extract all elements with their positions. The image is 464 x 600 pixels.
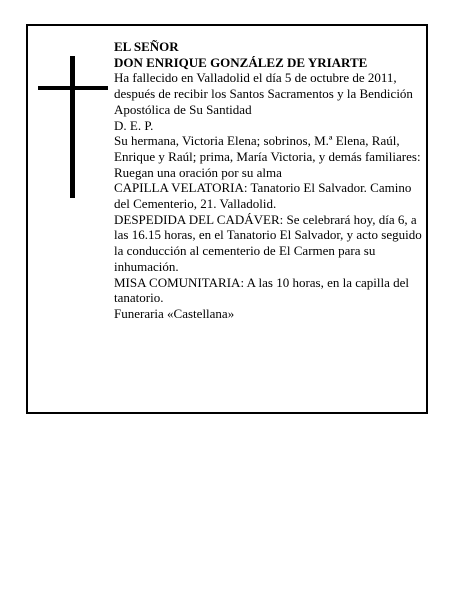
prayer-request: Ruegan una oración por su alma — [114, 164, 282, 180]
obituary-text — [114, 39, 426, 322]
dep-abbreviation: D. E. P. — [114, 117, 154, 133]
cross-icon — [70, 56, 75, 198]
cross-icon-bar — [38, 86, 108, 90]
farewell-info: DESPEDIDA DEL CADÁVER: Se celebrará hoy, día 6, a las 16.15 horas, en el Tanatorio El Salvador, y acto seguido la conducción al cementerio de El Carmen para su inhumación. — [114, 211, 422, 274]
obituary-frame — [26, 24, 428, 414]
mass-info: MISA COMUNITARIA: A las 10 horas, en la capilla del tanatorio. — [114, 274, 410, 306]
obituary-title: EL SEÑOR — [114, 39, 179, 54]
chapel-info: CAPILLA VELATORIA: Tanatorio El Salvador. Camino del Cementerio, 21. Valladolid. — [114, 180, 412, 212]
family-list: Su hermana, Victoria Elena; sobrinos, M.ª Elena, Raúl, Enrique y Raúl; prima, María Victoria, y demás familiares: — [114, 133, 421, 164]
deceased-name: DON ENRIQUE GONZÁLEZ DE YRIARTE — [114, 54, 368, 70]
death-info: Ha fallecido en Valladolid el día 5 de octubre de 2011, después de recibir los Santos Sacramentos y la Bendición Apostólica de Su Santidad — [114, 70, 413, 117]
funeral-home: Funeraria «Castellana» — [114, 305, 235, 321]
